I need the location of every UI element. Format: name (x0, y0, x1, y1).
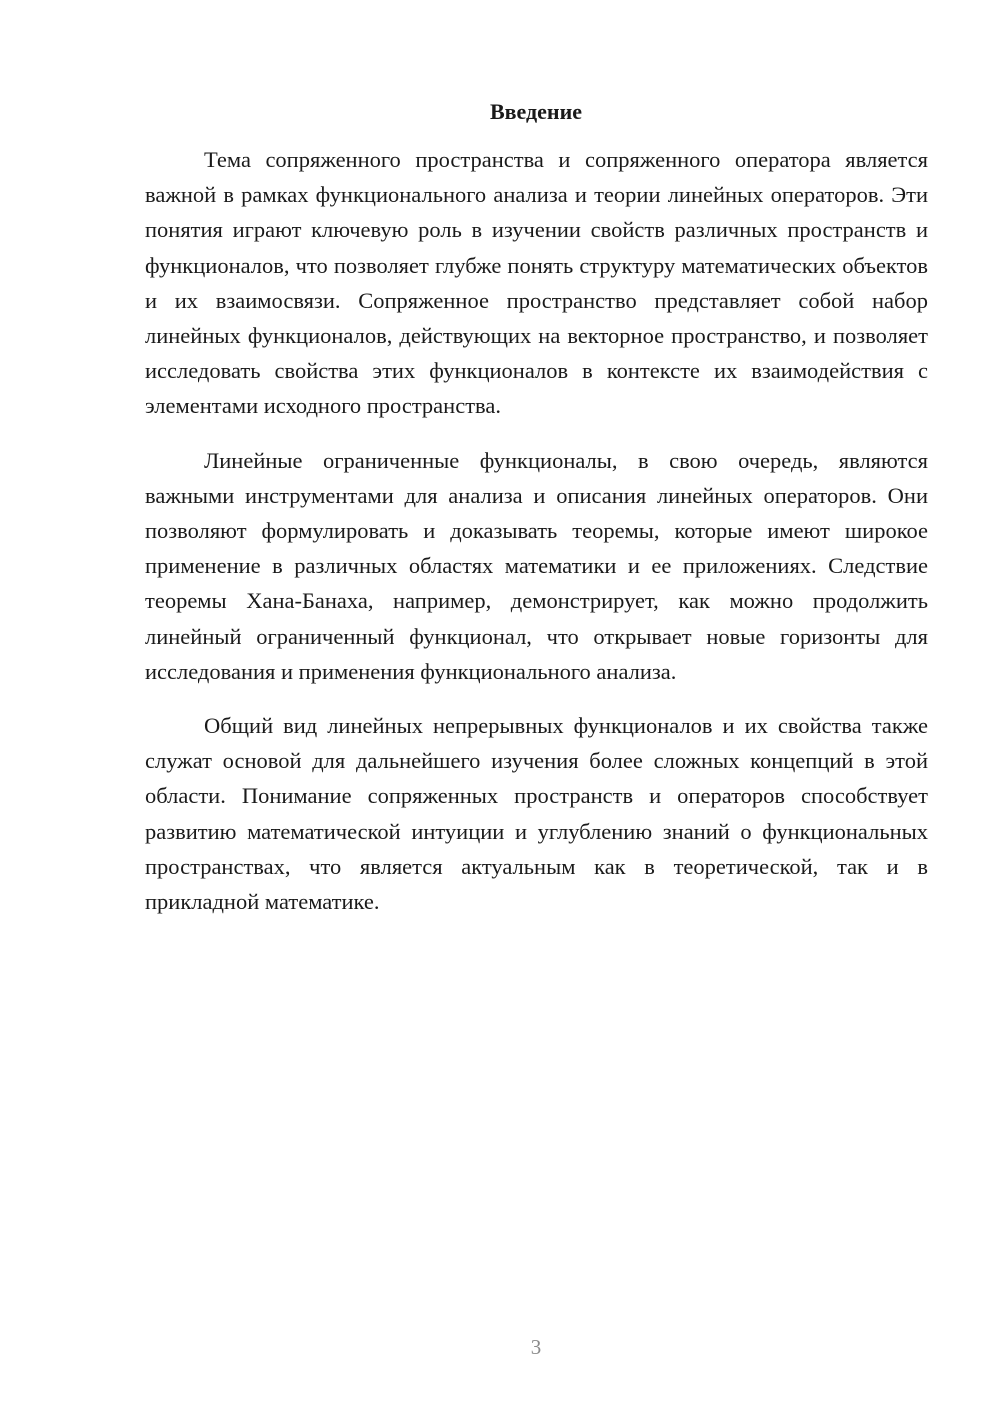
paragraph-2: Линейные ограниченные функционалы, в свою очередь, являются важными инструментами для анализа и описания линейных операторов. Они позволяют формулировать и доказывать теоремы, которые имеют широкое применение в различных областях математики и ее приложениях. Следствие теоремы Хана-Банаха, например, демонстрирует, как можно продолжить линейный ограниченный функционал, что открывает новые горизонты для исследования и применения функционального анализа. (145, 447, 928, 684)
page-number: 3 (530, 1335, 542, 1359)
section-title: Введение (489, 99, 583, 124)
paragraph-1: Тема сопряженного пространства и сопряженного оператора является важной в рамках функционального анализа и теории линейных операторов. Эти понятия играют ключевую роль в изучении свойств различных пространств и функционалов, что позволяет глубже понять структуру математических объектов и их взаимосвязи. Сопряженное пространство представляет собой набор линейных функционалов, действующих на векторное пространство, и позволяет исследовать свойства этих функционалов в контексте их взаимодействия с элементами исходного пространства. (145, 147, 928, 419)
paragraph-3: Общий вид линейных непрерывных функционалов и их свойства также служат основой для дальнейшего изучения более сложных концепций в этой области. Понимание сопряженных пространств и операторов способствует развитию математической интуиции и углублению знаний о функциональных пространствах, что является актуальным как в теоретической, так и в прикладной математике. (145, 713, 928, 915)
body-text (145, 142, 928, 919)
